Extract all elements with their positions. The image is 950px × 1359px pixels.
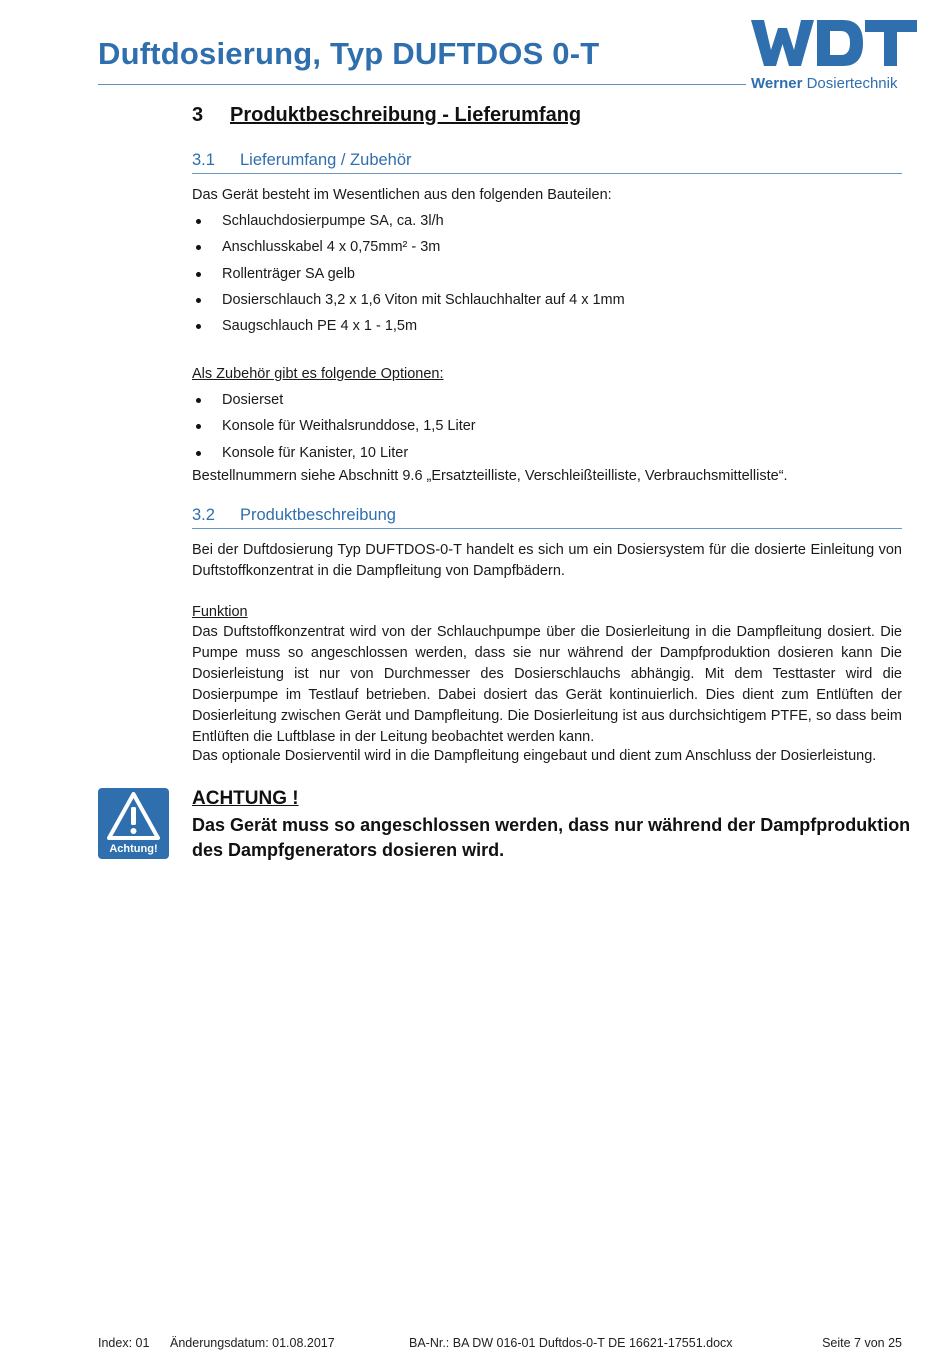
wdt-logo-mark <box>751 20 917 72</box>
section-title: Lieferumfang / Zubehör <box>240 151 412 169</box>
components-list <box>192 211 902 342</box>
warning-triangle-icon <box>98 788 169 844</box>
section-title: Produktbeschreibung <box>240 506 396 524</box>
list-item: Dosierschlauch 3,2 x 1,6 Viton mit Schlauchhalter auf 4 x 1mm <box>192 290 902 316</box>
function-heading: Funktion <box>192 604 248 620</box>
list-item: Schlauchdosierpumpe SA, ca. 3l/h <box>192 211 902 237</box>
header-divider <box>98 84 746 85</box>
footer-document-number: BA-Nr.: BA DW 016-01 Duftdos-0-T DE 16621-17551.docx <box>409 1336 733 1350</box>
warning-text: Das Gerät muss so angeschlossen werden, dass nur während der Dampfproduktion des Dampfgenerators dosieren wird. <box>192 815 911 860</box>
warning-icon-box <box>98 788 169 859</box>
list-item: Dosierset <box>192 390 902 416</box>
chapter-number: 3 <box>192 104 204 126</box>
valve-paragraph: Das optionale Dosierventil wird in die Dampfleitung eingebaut und dient zum Anschluss der Dosierleistung. <box>192 748 877 764</box>
list-item: Saugschlauch PE 4 x 1 - 1,5m <box>192 316 902 342</box>
section-heading-3-1 <box>192 151 902 174</box>
section-heading-3-2 <box>192 506 902 529</box>
logo-text: Werner Dosiertechnik <box>751 75 898 92</box>
company-logo <box>748 16 918 96</box>
chapter-heading <box>192 104 581 127</box>
accessories-heading: Als Zubehör gibt es folgende Optionen: <box>192 366 444 382</box>
chapter-title: Produktbeschreibung - Lieferumfang <box>230 104 582 126</box>
components-intro: Das Gerät besteht im Wesentlichen aus den folgenden Bauteilen: <box>192 187 612 203</box>
footer-change-date: Änderungsdatum: 01.08.2017 <box>170 1336 335 1350</box>
list-item: Konsole für Kanister, 10 Liter <box>192 443 902 469</box>
warning-icon-label: Achtung! <box>109 843 158 855</box>
section-number: 3.1 <box>192 151 215 169</box>
list-item: Anschlusskabel 4 x 0,75mm² - 3m <box>192 237 902 263</box>
list-item: Rollenträger SA gelb <box>192 264 902 290</box>
footer-index: Index: 01 <box>98 1336 150 1350</box>
order-number-note: Bestellnummern siehe Abschnitt 9.6 „Ersatzteilliste, Verschleißteilliste, Verbrauchsmittelliste“. <box>192 468 788 484</box>
function-paragraph: Das Duftstoffkonzentrat wird von der Schlauchpumpe über die Dosierleitung in die Dampfleitung dosiert. Die Pumpe muss so angeschlossen werden, dass sie nur während der Dampfproduktion dosieren kann Die Dosierleistung ist nur von Durchmesser des Dosierschlauchs abhängig. Mit dem Testtaster wird die Dosierpumpe im Testlauf betrieben. Dabei dosiert das Gerät kontinuierlich. Dies dient zum Entlüften der Dosierleitung zwischen Gerät und Dampfleitung. Die Dosierleitung ist aus durchsichtigem PTFE, so dass beim Entlüften die Luftblase in der Leitung beobachtet werden kann. <box>192 624 902 745</box>
list-item: Konsole für Weithalsrunddose, 1,5 Liter <box>192 416 902 442</box>
document-title: Duftdosierung, Typ DUFTDOS 0-T <box>98 36 600 71</box>
product-description-paragraph: Bei der Duftdosierung Typ DUFTDOS-0-T handelt es sich um ein Dosiersystem für die dosierte Einleitung von Duftstoffkonzentrat in die Dampfleitung von Dampfbädern. <box>192 542 902 579</box>
accessories-list <box>192 390 902 469</box>
footer-page-number: Seite 7 von 25 <box>822 1336 902 1350</box>
section-number: 3.2 <box>192 506 215 524</box>
warning-heading: ACHTUNG ! <box>192 788 299 809</box>
